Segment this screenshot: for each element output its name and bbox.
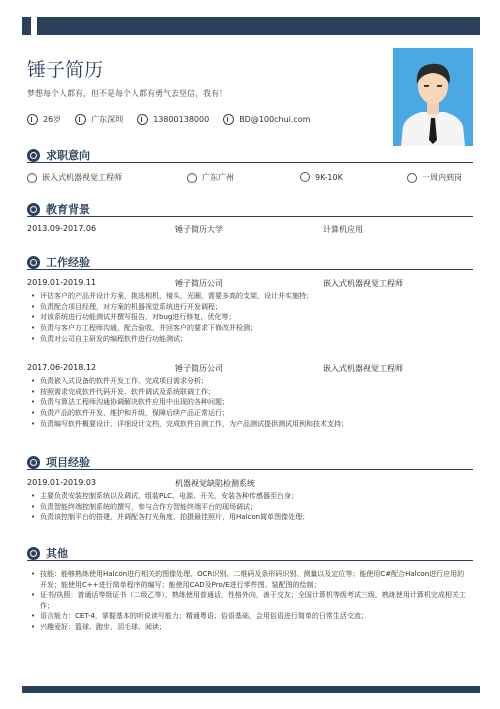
project-icon <box>27 456 40 469</box>
section-divider <box>27 269 473 270</box>
job-duties <box>40 291 470 345</box>
edu-major: 计算机应用 <box>323 225 363 234</box>
list-item: • 负责对公司自主研发的编程软件进行功能测试； <box>40 334 470 345</box>
list-item: • 负责产品的软件开发、维护和升级，保障后续产品正常运行； <box>40 408 470 419</box>
section-title: 求职意向 <box>46 149 90 162</box>
list-item: • 主要负责安装控制系统以及调试，组装PLC、电源、开关，安装各种传感器至台身； <box>40 491 470 502</box>
profile-photo <box>393 48 473 146</box>
section-title: 项目经验 <box>46 456 90 469</box>
person-icon <box>27 114 38 125</box>
list-item: • 负责与算法工程师沟通协调解决软件应用中出现的各种问题； <box>40 397 470 408</box>
section-education-header <box>27 201 90 217</box>
section-divider <box>27 162 473 163</box>
section-work-header <box>27 254 90 270</box>
intent-city: 广东广州 <box>187 172 234 183</box>
top-accent-bar <box>37 17 480 35</box>
section-divider <box>27 216 473 217</box>
project-duties <box>40 491 470 523</box>
phone-icon <box>137 114 148 125</box>
job-period: 2019.01-2019.11 <box>27 278 97 287</box>
job-period: 2017.06-2018.12 <box>27 363 97 372</box>
job-duties <box>40 376 470 430</box>
other-list <box>40 569 470 633</box>
job-company: 锤子简历公司 <box>175 364 223 373</box>
bottom-accent-bar <box>22 686 480 693</box>
list-item: • 证书/执照：普通话等级证书（二级乙等），熟练使用普通话，性格外向，善于交友；全国计算机等级考试三级，熟练使用计算机完成相关工作； <box>40 590 470 611</box>
section-title: 教育背景 <box>46 203 90 216</box>
project-period: 2019.01-2019.03 <box>27 478 97 487</box>
email-icon <box>223 114 234 125</box>
section-divider <box>27 560 473 561</box>
intent-availability: 一周内到岗 <box>407 172 462 183</box>
intent-salary: 9K-10K <box>300 172 343 182</box>
resume-name: 锤子简历 <box>27 59 104 81</box>
job-position: 嵌入式机器视觉工程师 <box>323 279 403 288</box>
list-item: • 负责智能终端控制系统的撰写，参与合作方智能终端平台的现场调试； <box>40 502 470 513</box>
list-item: • 对该系统进行功能测试并撰写报告，对bug进行修复，优化等； <box>40 312 470 323</box>
list-item: • 负责配合项目经理，对方案的机器视觉系统进行开发调程； <box>40 302 470 313</box>
section-divider <box>27 469 473 470</box>
list-item: • 技能：能够熟练使用Halcon进行相关的图像处理、OCR识别、二维码及条形码识别、测量以及定位等；能使用C#配合Halcon进行应用的开发；能使用C++进行简单程序的编写；能使用CAD及Pro/E进行零件图、装配图的绘制； <box>40 569 470 590</box>
contact-phone: 13800138000 <box>137 114 209 125</box>
contact-row <box>27 114 325 125</box>
graduation-icon <box>27 203 40 216</box>
contact-age: 26岁 <box>27 114 61 125</box>
list-item: • 语言能力：CET-4，掌握基本的听说读写能力；精通粤语；俗语基础，会用俗语进行简单的日常生活交流； <box>40 611 470 622</box>
section-project-header <box>27 454 90 470</box>
contact-location: 广东深圳 <box>75 114 123 125</box>
list-item: • 负责该控制平台的搭建，并调配各打光角度，拍摄最佳照片，用Halcon简单图像处理； <box>40 512 470 523</box>
work-icon <box>27 256 40 269</box>
top-accent-block <box>22 17 31 35</box>
edu-period: 2013.09-2017.06 <box>27 224 97 233</box>
project-name: 机器视觉缺陷检测系统 <box>175 479 255 488</box>
list-item: • 按照需求完成软件代码开发、软件调试及系统联调工作； <box>40 387 470 398</box>
building-icon <box>187 173 197 183</box>
money-icon <box>300 172 310 182</box>
list-item: • 负责编写软件概要设计、详细设计文档，完成软件自测工作，为产品测试提供测试用例和技术支持； <box>40 419 470 430</box>
section-other-header <box>27 545 68 561</box>
section-title: 其他 <box>46 547 68 560</box>
list-item: • 负责嵌入式设备的软件开发工作，完成项目需求分析； <box>40 376 470 387</box>
section-title: 工作经验 <box>46 256 90 269</box>
intent-position: 嵌入式机器视觉工程师 <box>27 172 122 183</box>
edu-school: 锤子简历大学 <box>175 225 223 234</box>
list-item: • 兴趣爱好：篮球、跑步、羽毛球、阅读； <box>40 622 470 633</box>
list-item: • 负责与客户方工程师沟通，配合验收，并回客户的要求下修改并检测； <box>40 323 470 334</box>
star-icon <box>27 547 40 560</box>
target-icon <box>27 149 40 162</box>
briefcase-icon <box>27 173 37 183</box>
location-icon <box>75 114 86 125</box>
job-company: 锤子简历公司 <box>175 279 223 288</box>
job-position: 嵌入式机器视觉工程师 <box>323 364 403 373</box>
list-item: • 评估客户的产品并设计方案，挑选相机，镜头，光圈，需要多高的支架，设计并实施特； <box>40 291 470 302</box>
section-intent-header <box>27 147 90 163</box>
clock-icon <box>407 173 417 183</box>
motto: 梦想每个人都有，但不是每个人都有勇气去坚信，我有！ <box>27 89 227 98</box>
contact-email: BD@100chui.com <box>223 114 310 125</box>
